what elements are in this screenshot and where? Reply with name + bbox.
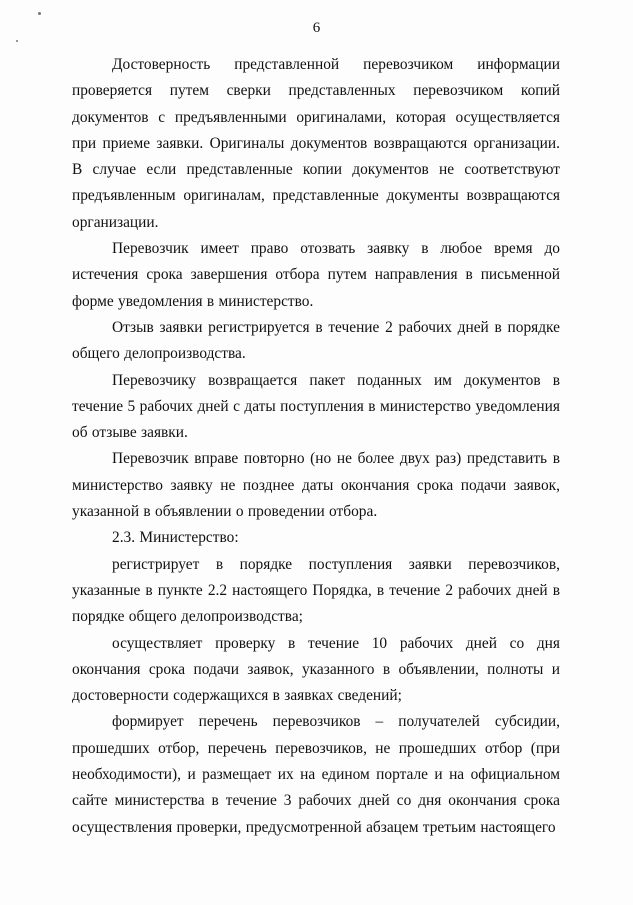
paragraph-forms-list: формирует перечень перевозчиков – получателей субсидии, прошедших отбор, перечень перевозчиков, не прошедших отбор (при необходимости), и размещает их на едином портале и на официальном сайте министерства в течение 3 рабочих дней со дня окончания срока осуществления проверки, предусмотренной абзацем третьим настоящего (72, 713, 560, 836)
paragraph-verification: Достоверность представленной перевозчиком информации проверяется путем сверки представленных перевозчиком копий документов с предъявленными оригиналами, которая осуществляется при приеме заявки. Оригиналы документов возвращаются организации. В случае если представленные копии документов не соответствуют предъявленным оригиналам, представленные документы возвращаются организации. (72, 56, 560, 231)
page-number: 6 (312, 20, 321, 36)
paragraph-resubmission: Перевозчик вправе повторно (но не более двух раз) представить в министерство заявку не позднее даты окончания срока подачи заявок, указанной в объявлении о проведении отбора. (72, 450, 560, 521)
document-body (72, 52, 560, 841)
paragraph-checks: осуществляет проверку в течение 10 рабочих дней со дня окончания срока подачи заявок, указанного в объявлении, полноты и достоверности содержащихся в заявках сведений; (72, 634, 560, 705)
scan-speck (16, 40, 18, 42)
section-heading-ministry: 2.3. Министерство: (112, 529, 239, 547)
paragraph-withdrawal-registration: Отзыв заявки регистрируется в течение 2 рабочих дней в порядке общего делопроизводства. (72, 318, 560, 363)
paragraph-withdrawal-right: Перевозчик имеет право отозвать заявку в любое время до истечения срока завершения отбора путем направления в письменной форме уведомления в министерство. (72, 240, 560, 310)
scan-speck (38, 12, 41, 15)
paragraph-documents-return: Перевозчику возвращается пакет поданных им документов в течение 5 рабочих дней с даты поступления в министерство уведомления об отзыве заявки. (72, 371, 560, 442)
paragraph-registers: регистрирует в порядке поступления заявки перевозчиков, указанные в пункте 2.2 настоящего Порядка, в течение 2 рабочих дней в порядке общего делопроизводства; (72, 555, 560, 626)
